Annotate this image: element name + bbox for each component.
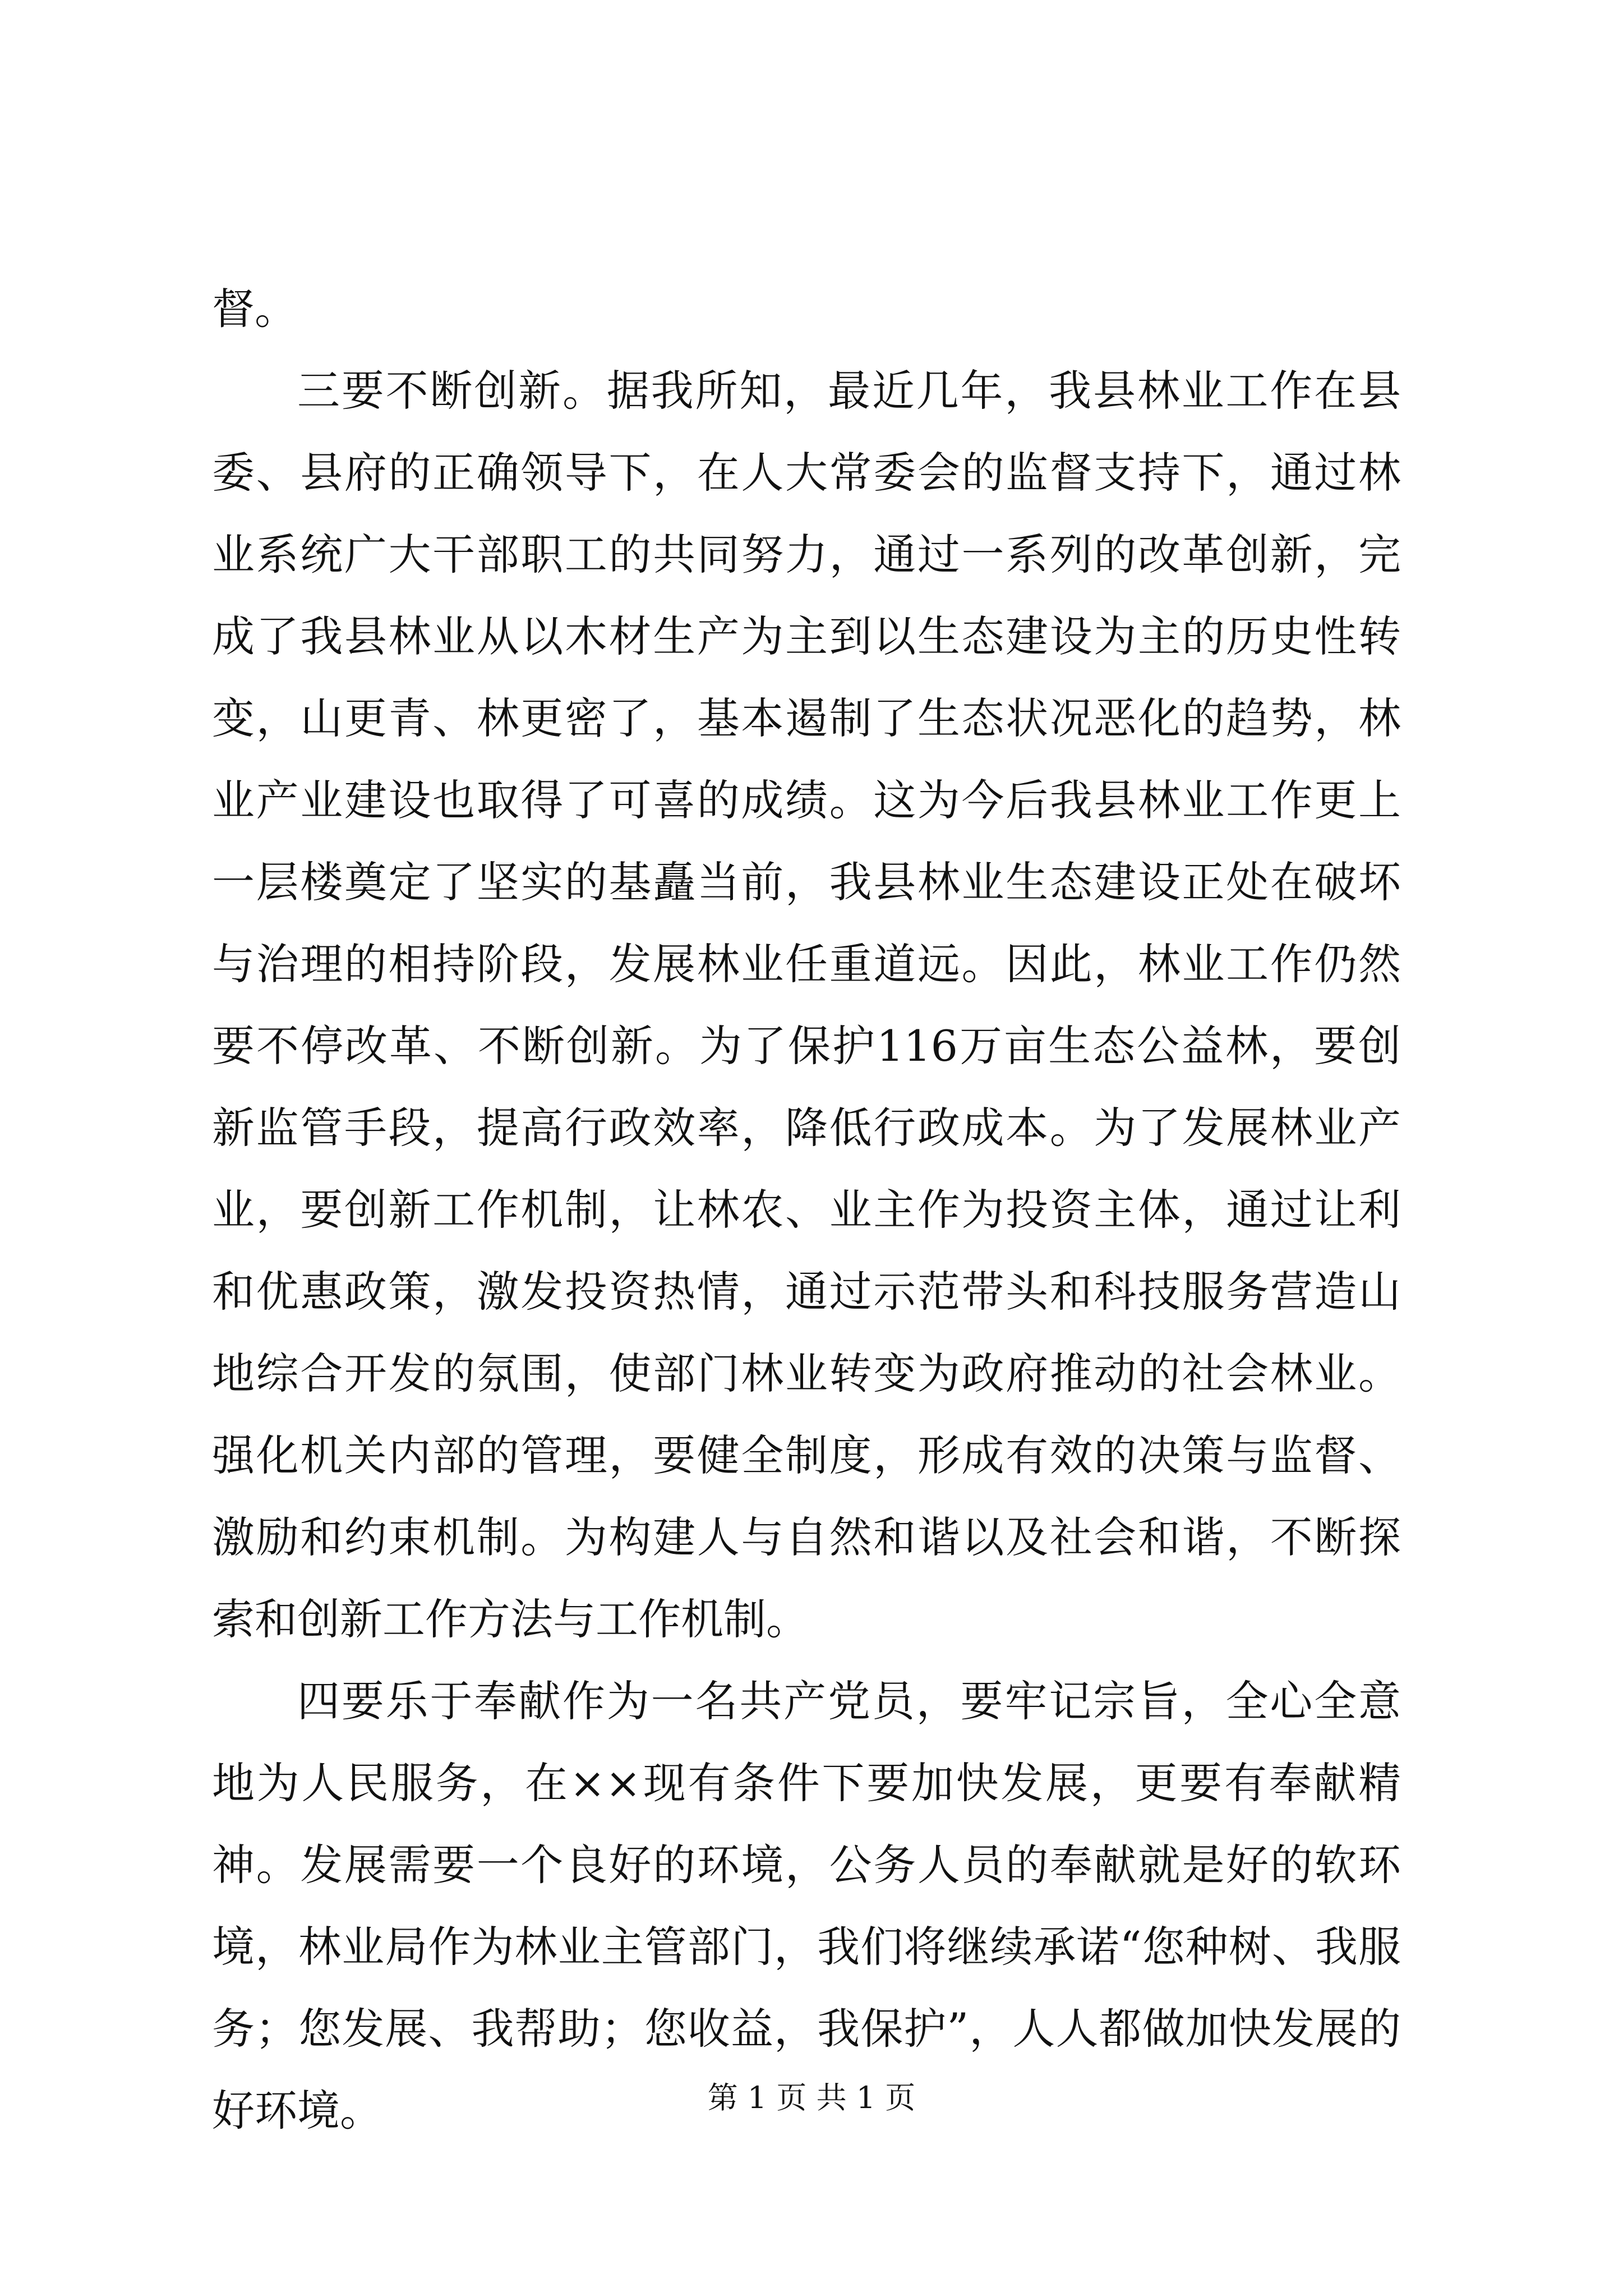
paragraph-dedication: 四要乐于奉献作为一名共产党员，要牢记宗旨，全心全意地为人民服务，在××现有条件下要加快发展，更要有奉献精神。发展需要一个良好的环境，公务人员的奉献就是好的软环境，林业局作为林业主管部门，我们将继续承诺“您种树、我服务；您发展、我帮助；您收益，我保护”，人人都做加快发展的好环境。 (212, 1676, 1401, 2136)
page-footer: 第 1 页 共 1 页 (707, 2080, 916, 2115)
document-body (212, 268, 1401, 2152)
paragraph-continuation: 督。 (212, 284, 297, 334)
paragraph-innovation: 三要不断创新。据我所知，最近几年，我县林业工作在县委、县府的正确领导下，在人大常委会的监督支持下，通过林业系统广大干部职工的共同努力，通过一系列的改革创新，完成了我县林业从以木材生产为主到以生态建设为主的历史性转变，山更青、林更密了，基本遏制了生态状况恶化的趋势，林业产业建设也取得了可喜的成绩。这为今后我县林业工作更上一层楼奠定了坚实的基矗当前，我县林业生态建设正处在破坏与治理的相持阶段，发展林业任重道远。因此，林业工作仍然要不停改革、不断创新。为了保护116万亩生态公益林，要创新监管手段，提高行政效率，降低行政成本。为了发展林业产业，要创新工作机制，让林农、业主作为投资主体，通过让利和优惠政策，激发投资热情，通过示范带头和科技服务营造山地综合开发的氛围，使部门林业转变为政府推动的社会林业。强化机关内部的管理，要健全制度，形成有效的决策与监督、激励和约束机制。为构建人与自然和谐以及社会和谐，不断探索和创新工作方法与工作机制。 (212, 366, 1401, 1644)
